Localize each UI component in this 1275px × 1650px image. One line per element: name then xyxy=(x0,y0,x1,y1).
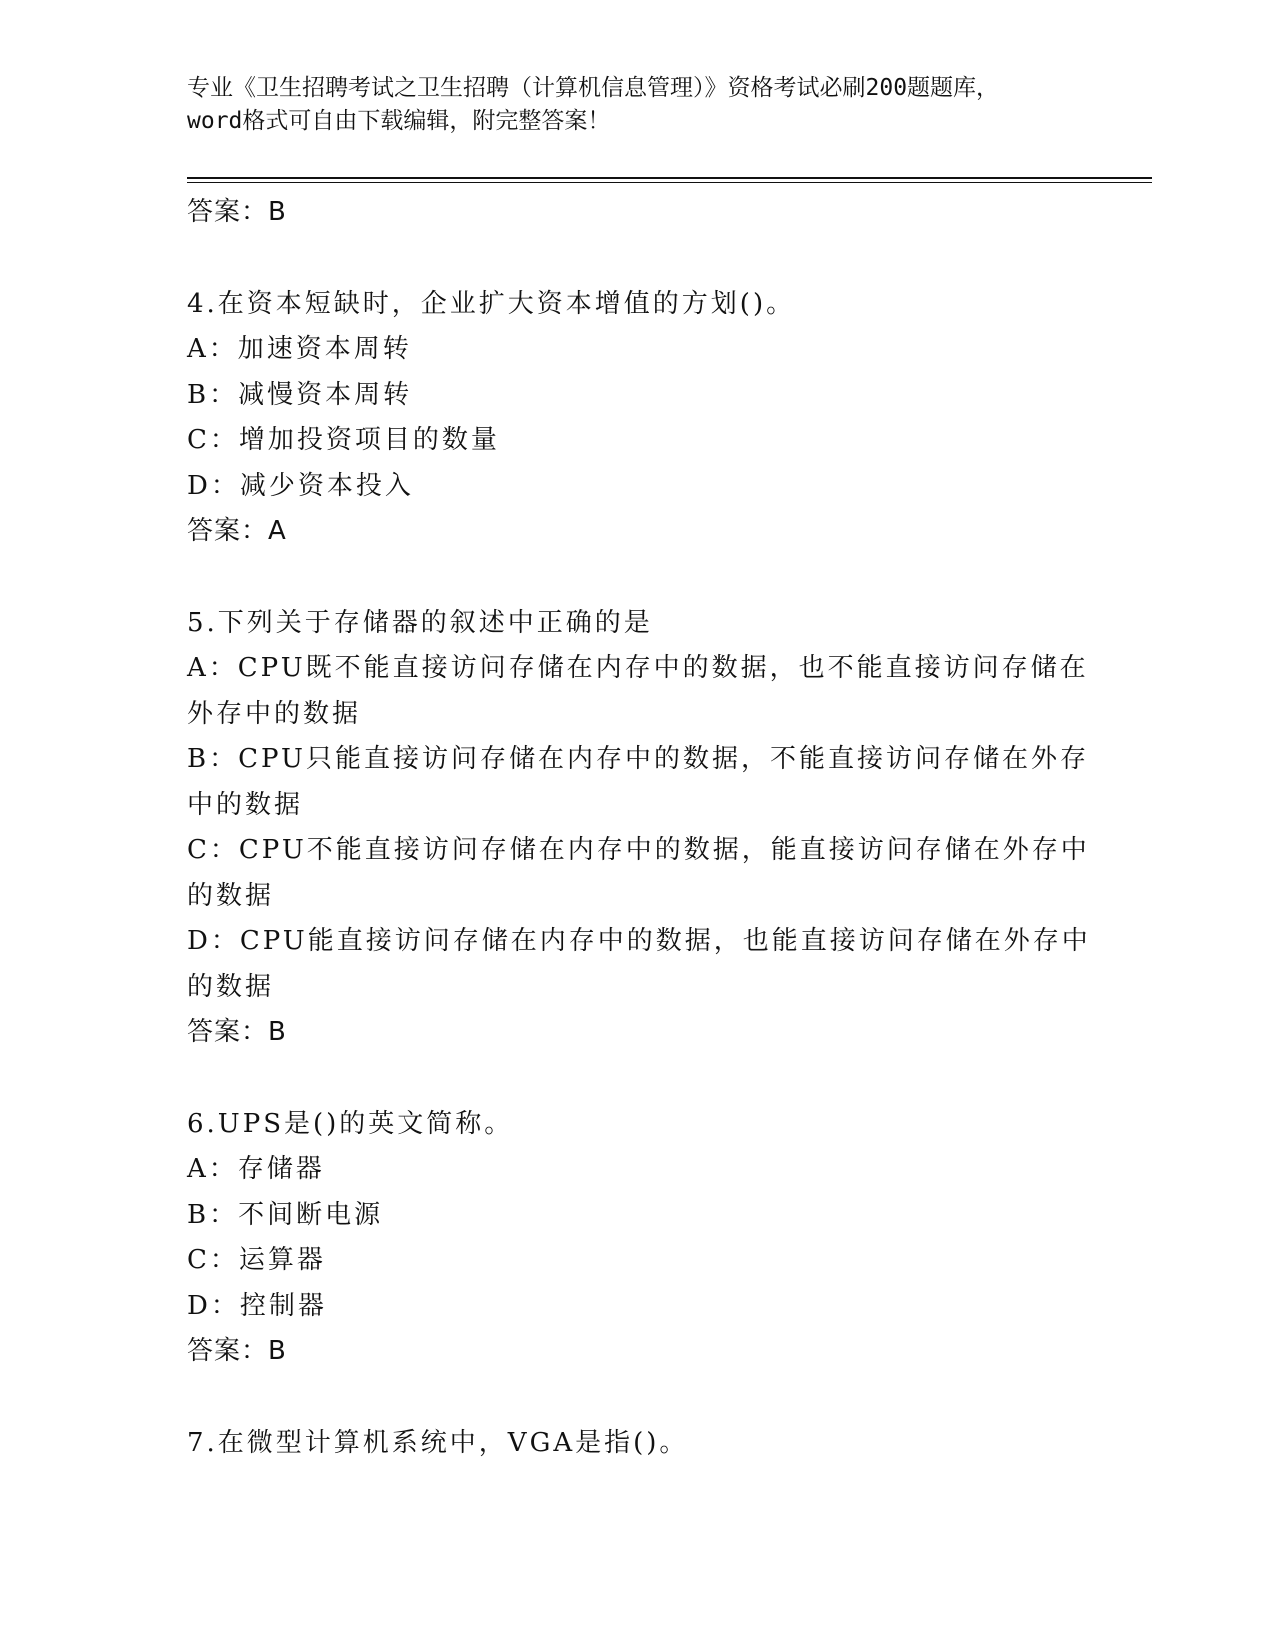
answer-line: 答案：A xyxy=(187,516,287,546)
question-7 xyxy=(187,1421,1087,1467)
question-6 xyxy=(187,1102,1087,1375)
answer-line: 答案：B xyxy=(187,1017,287,1047)
option-c-line-1: C：CPU不能直接访问存储在内存中的数据，能直接访问存储在外存中 xyxy=(187,835,1090,865)
answer-line: 答案：B xyxy=(187,1336,287,1366)
header-line-2: word格式可自由下载编辑，附完整答案！ xyxy=(187,108,611,134)
document-header xyxy=(187,72,1087,138)
header-rule-thick xyxy=(187,177,1152,179)
spacer xyxy=(187,1375,1087,1421)
option-a: A：存储器 xyxy=(187,1154,325,1184)
option-c: C：增加投资项目的数量 xyxy=(187,425,500,455)
option-b: B：减慢资本周转 xyxy=(187,379,413,410)
question-5 xyxy=(187,601,1091,1056)
option-d: D：减少资本投入 xyxy=(187,470,414,501)
header-line-1: 专业《卫生招聘考试之卫生招聘（计算机信息管理）》资格考试必刷200题题库， xyxy=(187,75,1000,101)
header-rule-thin xyxy=(187,182,1152,183)
question-stem: 5.下列关于存储器的叙述中正确的是 xyxy=(187,607,653,638)
option-d-line-1: D：CPU能直接访问存储在内存中的数据，也能直接访问存储在外存中 xyxy=(187,926,1091,956)
option-b-line-2: 中的数据 xyxy=(187,789,304,820)
spacer xyxy=(187,236,1087,282)
option-a: A：加速资本周转 xyxy=(187,334,412,364)
option-d-line-2: 的数据 xyxy=(187,971,275,1002)
option-a-line-2: 外存中的数据 xyxy=(187,698,362,729)
spacer xyxy=(187,1056,1087,1102)
option-b-line-1: B：CPU只能直接访问存储在内存中的数据，不能直接访问存储在外存 xyxy=(187,744,1089,774)
question-stem: 4.在资本短缺时，企业扩大资本增值的方划()。 xyxy=(187,288,796,319)
question-stem: 7.在微型计算机系统中，VGA是指()。 xyxy=(187,1427,689,1458)
option-c: C：运算器 xyxy=(187,1245,326,1275)
option-d: D：控制器 xyxy=(187,1290,327,1321)
option-a-line-1: A：CPU既不能直接访问存储在内存中的数据，也不能直接访问存储在 xyxy=(187,653,1089,683)
question-4 xyxy=(187,282,1087,555)
spacer xyxy=(187,555,1087,601)
option-c-line-2: 的数据 xyxy=(187,880,275,911)
option-b: B：不间断电源 xyxy=(187,1199,384,1230)
answer-line: 答案：B xyxy=(187,197,287,227)
question-list xyxy=(187,190,1091,1466)
question-stem: 6.UPS是()的英文简称。 xyxy=(187,1108,514,1139)
